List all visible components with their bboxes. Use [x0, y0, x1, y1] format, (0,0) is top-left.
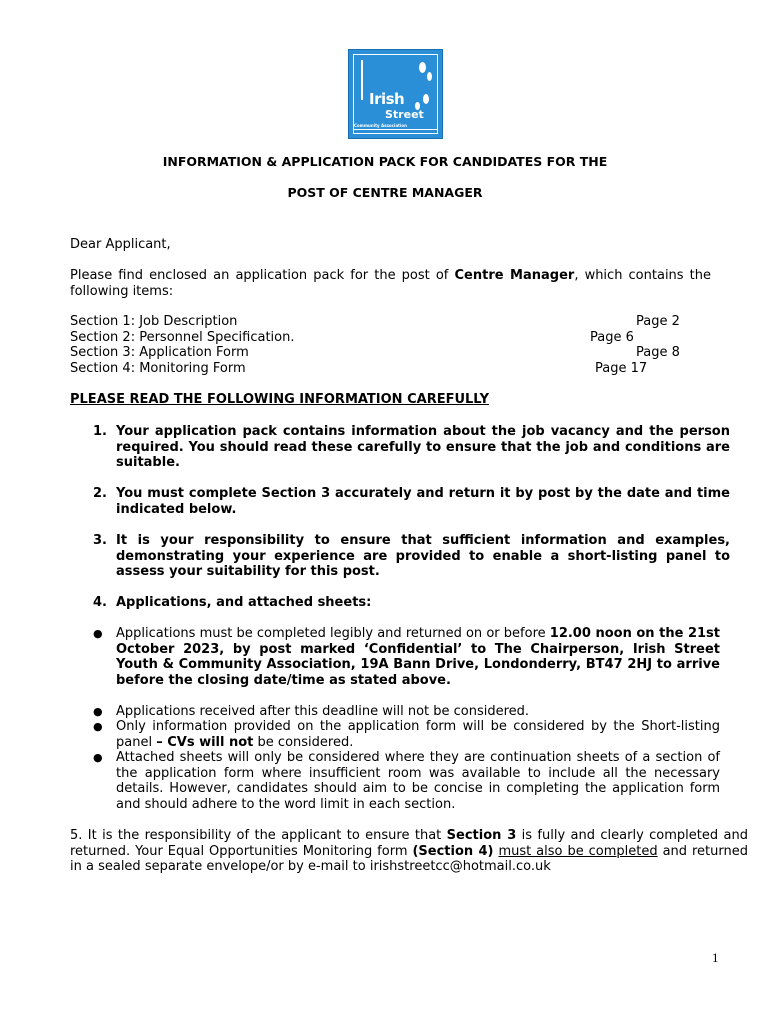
- bullet-text-normal: Applications must be completed legibly and returned on or before: [116, 626, 550, 641]
- item-5-section-ref: (Section 4): [412, 843, 494, 859]
- section-4-page: Page 17: [595, 361, 648, 376]
- item-number: 2.: [93, 486, 107, 501]
- section-3-label: Section 3: Application Form: [70, 345, 249, 360]
- item-text: You must complete Section 3 accurately and return it by post by the date and time indicated below.: [116, 486, 730, 517]
- intro-text-end: , which contains the following items:: [70, 268, 711, 299]
- document-title-line-2: POST OF CENTRE MANAGER: [287, 185, 483, 200]
- bullet-text-end: be considered.: [253, 734, 354, 750]
- item-text: Your application pack contains information about the job vacancy and the person required. You should read these carefully to ensure that the job and conditions are suitable.: [116, 424, 730, 470]
- section-2-label: Section 2: Personnel Specification.: [70, 330, 295, 345]
- item-5-underlined: must also be completed: [498, 843, 658, 859]
- item-5-text: It is the responsibility of the applicant to ensure that: [82, 828, 447, 843]
- footprint-icon: [427, 72, 432, 81]
- page-number: 1: [712, 950, 719, 965]
- logo-bar: [361, 60, 363, 100]
- item-5-section-ref: Section 3: [446, 828, 517, 843]
- logo-word-street: Street: [385, 108, 424, 121]
- footprint-icon: [419, 62, 426, 73]
- section-2-page: Page 6: [590, 330, 634, 345]
- bullet-icon: ●: [93, 705, 103, 718]
- bullet-icon: ●: [93, 627, 103, 640]
- item-number: 4.: [93, 595, 107, 610]
- footprint-icon: [423, 94, 429, 104]
- intro-text: Please find enclosed an application pack for the post of: [70, 268, 455, 283]
- intro-paragraph: [70, 268, 711, 300]
- bullet-text-bold: 12.00 noon on the 21st October 2023, by post marked ‘Confidential’ to The Chairperson, Irish Street Youth & Community Association, 19A Bann Drive, Londonderry, BT47 2HJ to arrive before the closing date/time as stated above.: [116, 626, 720, 688]
- item-5-text: is fully and clearly completed and returned. Your Equal Opportunities Monitoring form: [70, 828, 748, 859]
- notice-heading: PLEASE READ THE FOLLOWING INFORMATION CAREFULLY: [70, 392, 489, 407]
- bullet-text: Attached sheets will only be considered where they are continuation sheets of a section of the application form where insufficient room was available to include all the necessary details. However, candidates should aim to be concise in completing the application form and should adhere to the word limit in each section.: [116, 750, 720, 812]
- item-5-text: and returned in a sealed separate envelope/or by e-mail to irishstreetcc@hotmail.co.uk: [70, 843, 748, 874]
- logo-tagline: Community Association: [354, 123, 407, 128]
- logo-word-irish: Irish: [369, 90, 405, 108]
- item-text: Applications, and attached sheets:: [116, 595, 372, 610]
- bullet-text: [116, 719, 720, 750]
- item-number: 5.: [70, 828, 83, 843]
- greeting: Dear Applicant,: [70, 237, 171, 252]
- bullet-text-bold: – CVs will not: [156, 734, 254, 750]
- bullet-icon: ●: [93, 751, 103, 764]
- section-1-page: Page 2: [636, 314, 680, 329]
- section-3-page: Page 8: [636, 345, 680, 360]
- organisation-logo: [348, 49, 443, 139]
- numbered-item-5: [70, 828, 748, 875]
- logo-underline: [354, 129, 437, 130]
- item-number: 3.: [93, 533, 107, 548]
- section-4-label: Section 4: Monitoring Form: [70, 361, 246, 376]
- item-text: It is your responsibility to ensure that sufficient information and examples, demonstrating your experience are provided to enable a short-listing panel to assess your suitability for this post.: [116, 533, 730, 579]
- intro-post-name: Centre Manager: [454, 268, 575, 283]
- bullet-icon: ●: [93, 720, 103, 733]
- section-1-label: Section 1: Job Description: [70, 314, 238, 329]
- bullet-text: [116, 626, 720, 688]
- bullet-text-normal: Only information provided on the application form will be considered by the Short-listing panel: [116, 719, 720, 750]
- bullet-text: Applications received after this deadline will not be considered.: [116, 704, 530, 719]
- item-number: 1.: [93, 424, 107, 439]
- document-title-line-1: INFORMATION & APPLICATION PACK FOR CANDIDATES FOR THE: [162, 154, 608, 169]
